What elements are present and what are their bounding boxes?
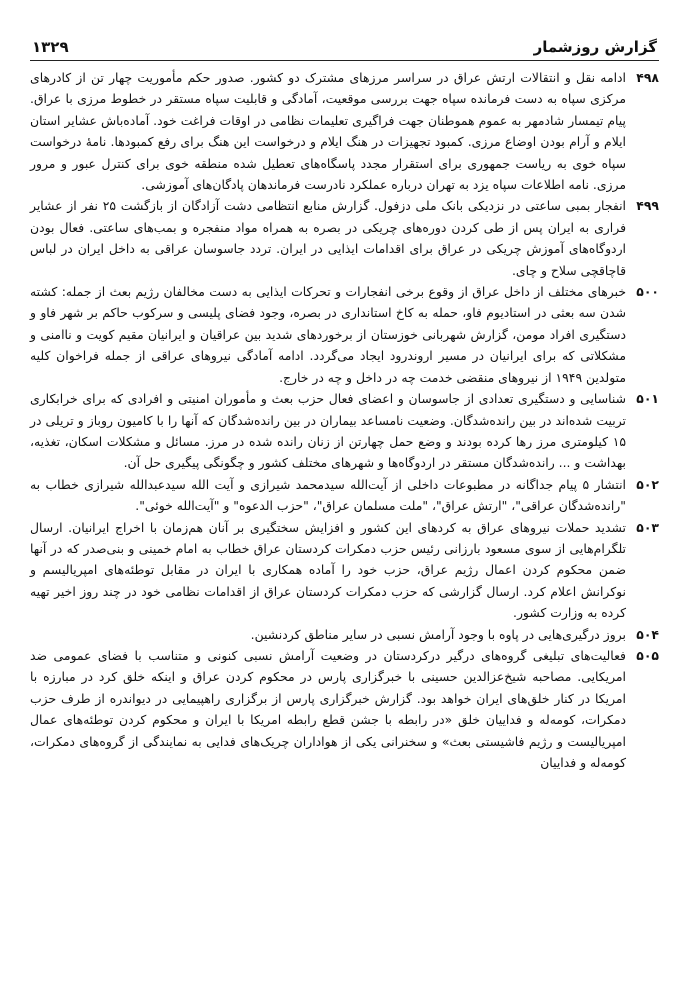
entry-text: فعالیت‌های تبلیغی گروه‌های درگیر درکردستان در وضعیت آرامش نسبی کنونی و متناسب با فضای عمومی ضد امریکایی. مصاحبه شیخ‌عزالدین حسینی با خبرگزاری پارس در محکوم کردن عراق و اینکه خلق کرد در مبارزه با امریکا در کنار خلق‌های ایران خواهد بود. گزارش خبرگزاری پارس از برگزاری راهپیمایی در دیواندره از طرف حزب دمکرات، کومه‌له و فداییان خلق «در رابطه با جشن قطع رابطه امریکا با ایران و محکوم کردن توطئه‌های عمال امپریالیست و رژیم فاشیستی بعث» و سخنرانی یکی از هواداران چریک‌های فدایی به نمایندگی از گروه‌های دمکرات، کومه‌له و فداییان xyxy=(30,647,626,770)
header-rule xyxy=(30,60,659,61)
entry xyxy=(30,195,659,281)
entry xyxy=(30,388,659,474)
entry-text: انتشار ۵ پیام جداگانه در مطبوعات داخلی از آیت‌الله سیدمحمد شیرازی و آیت الله سیدعبدالله شیرازی خطاب به "رانده‌شدگان عراقی"، "ارتش عراق"، "ملت مسلمان عراق"، "حزب الدعوه" و "آیت‌الله خوئی". xyxy=(30,476,626,514)
entry-text: تشدید حملات نیروهای عراق به کردهای این کشور و افزایش سختگیری بر آنان هم‌زمان با اخراج ایرانیان. ارسال تلگرام‌هایی از سوی مسعود بارزانی رئیس حزب دمکرات کردستان عراق خطاب به امام خمینی و بنی‌صدر که در آنها ضمن محکوم کردن اعمال رژیم عراق، حزب خود را آماده همکاری با ایران در مقابل توطئه‌های امپریالیسم و نوکرانش اعلام کرد. ارسال گزارشی که حزب دمکرات کردستان عراق از اقدامات نظامی خود در چند روز اخیر تهیه کرده به وزارت کشور. xyxy=(30,519,626,621)
page-header xyxy=(30,30,659,60)
entry-number: ۵۰۵ xyxy=(636,647,659,663)
page-number: ۱۳۲۹ xyxy=(32,38,69,56)
entries-list xyxy=(30,67,659,773)
running-title: گزارش روزشمار xyxy=(533,38,657,56)
entry-number: ۵۰۰ xyxy=(636,284,659,300)
entry-number: ۵۰۳ xyxy=(636,519,659,535)
entry xyxy=(30,67,659,195)
entry-text: انفجار بمبی ساعتی در نزدیکی بانک ملی دزفول. گزارش منابع انتظامی دشت آزادگان از بازگشت ۲۵ نفر از عشایر فراری به ایران پس از طی کردن دوره‌های چریکی در بصره به همراه مواد منفجره و بمب‌های ساعتی. فعال بودن اردوگاه‌های آموزش چریکی در عراق برای اقدامات ایذایی در ایران. تردد جاسوسان عراقی به داخل ایران در لباس قاچاقچی سلاح و چای. xyxy=(30,198,626,278)
entry-text: خبرهای مختلف از داخل عراق از وقوع برخی انفجارات و تحرکات ایذایی به دست مخالفان رژیم بعث از جمله: کشته شدن سه بعثی در استادیوم فاو، حمله به کاخ استانداری در بصره، وجود فضای پلیسی و سرکوب حاکم بر شهر فاو و دستگیری افراد مومن، گزارش شهربانی خوزستان از برخوردهای شدید بین عراقیان و ایرانیان مقیم کویت و ناامنی و مشکلاتی که برای ایرانیان در مسیر اروندرود ایجاد می‌گردد. ادامه آمادگی نیروهای عراقی از جمله فراخوان کلیه متولدین ۱۹۴۹ از نیروهای منقضی خدمت چه در داخل و چه در خارج. xyxy=(30,284,626,385)
entry-number: ۵۰۱ xyxy=(636,391,659,407)
entry-text: شناسایی و دستگیری تعدادی از جاسوسان و اعضای فعال حزب بعث و مأموران امنیتی و افرادی که برای خرابکاری تربیت شده‌اند در بین رانده‌شدگان. وضعیت نامساعد بیماران در بین رانده‌شدگان که آنها را با کامیون روباز و تریلی در ۱۵ کیلومتری مرز رها کرده بودند و وضع حمل چهارتن از زنان رانده شده در مرز. مسائل و مشکلات اسکان، تغذیه، بهداشت و ... رانده‌شدگان مستقر در اردوگاه‌ها و شهرهای مختلف کشور و چگونگی پیگیری حل آن. xyxy=(30,391,626,471)
entry xyxy=(30,281,659,388)
entry-number: ۴۹۹ xyxy=(636,198,659,214)
entry xyxy=(30,624,659,645)
entry-text: بروز درگیری‌هایی در پاوه با وجود آرامش نسبی در سایر مناطق کردنشین. xyxy=(250,626,626,642)
entry xyxy=(30,517,659,624)
entry xyxy=(30,474,659,517)
entry xyxy=(30,645,659,773)
entry-number: ۵۰۴ xyxy=(636,626,659,642)
entry-text: ادامه نقل و انتقالات ارتش عراق در سراسر مرزهای مشترک دو کشور. صدور حکم مأموریت چهار تن از کادرهای مرکزی سپاه به دست فرمانده سپاه جهت بررسی موقعیت، آمادگی و قابلیت سپاه مستقر در خطوط مرزی با عراق. پیام تیمسار شادمهر به عموم هموطنان جهت فراگیری تعلیمات نظامی در اوقات فراغت خود. آماده‌باش عشایر استان ایلام و آرام بودن اوضاع مرزی. کمبود تجهیزات در هنگ ایلام و درخواست این هنگ برای رفع کمبودها. نامهٔ درخواست سپاه خوی به ریاست جمهوری برای استقرار مجدد پاسگاه‌های تعطیل شده منطقه خوی برای کنترل عبور و مرور مرزی. نامه اطلاعات سپاه یزد به تهران درباره عملکرد نادرست فرماندهان پادگان‌های آموزشی. xyxy=(30,70,626,193)
entry-number: ۴۹۸ xyxy=(636,70,659,85)
entry-number: ۵۰۲ xyxy=(636,476,659,492)
